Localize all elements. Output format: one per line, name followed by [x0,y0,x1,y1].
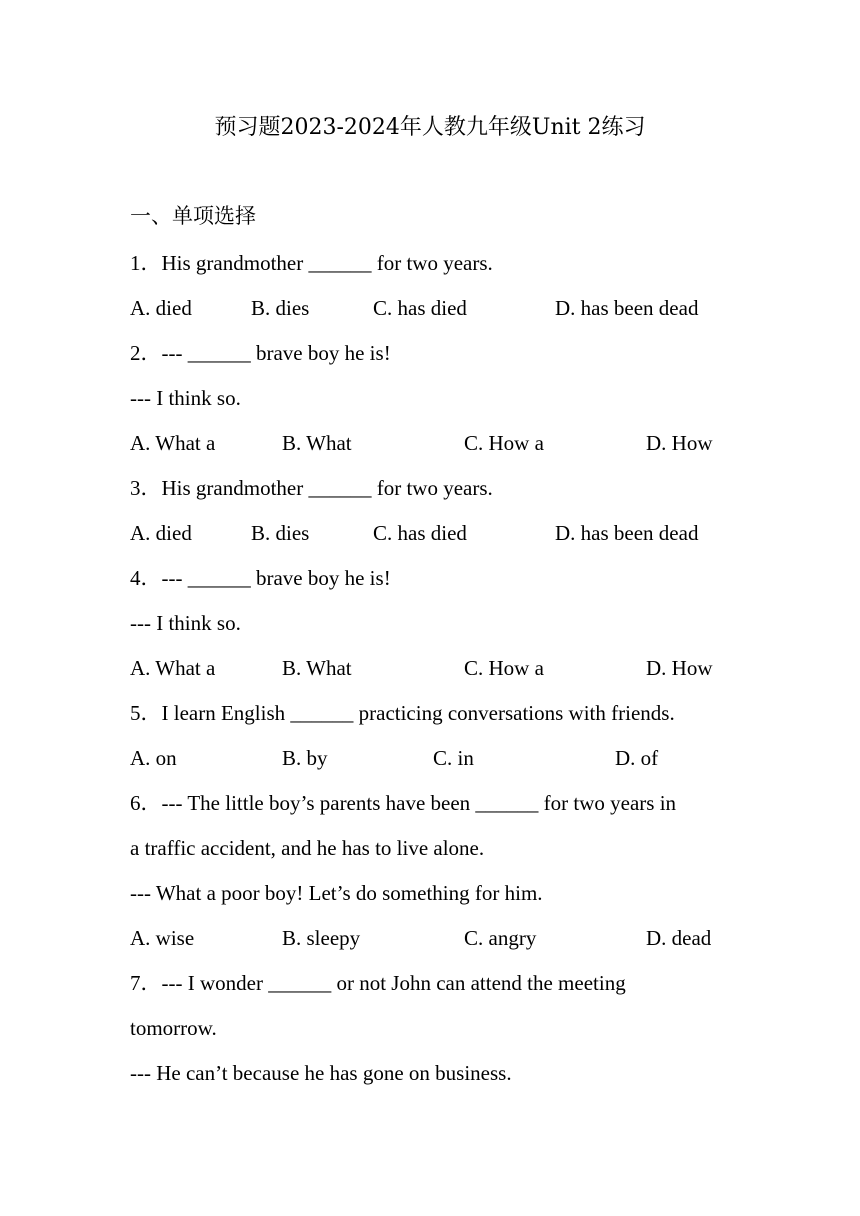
question-7-reply: --- He can’t because he has gone on business. [130,1061,512,1085]
option-b: B. dies [251,296,310,320]
option-a: A. What a [130,431,216,455]
question-6-stem-cont: a traffic accident, and he has to live alone. [130,836,485,860]
question-2-options [130,425,740,470]
question-4-stem: 4．--- ______ brave boy he is! [130,566,391,590]
option-c: C. has died [373,521,467,545]
option-d: D. has been dead [555,296,699,320]
option-c: C. angry [464,926,537,950]
page-title: 预习题2023-2024年人教九年级Unit 2练习 [214,115,646,140]
question-2-stem: 2．--- ______ brave boy he is! [130,341,391,365]
question-1-options [130,290,740,335]
question-4-options [130,650,740,695]
option-c: C. has died [373,296,467,320]
option-a: A. on [130,746,177,770]
option-d: D. of [615,746,659,770]
option-b: B. sleepy [282,926,361,950]
option-d: D. How [646,431,713,455]
question-6-reply: --- What a poor boy! Let’s do something for him. [130,881,543,905]
option-a: A. wise [130,926,195,950]
question-3-options [130,515,740,560]
question-3-stem: 3．His grandmother ______ for two years. [130,476,493,500]
question-6-stem: 6．--- The little boy’s parents have been ______ for two years in [130,791,677,815]
option-c: C. How a [464,656,544,680]
question-6-options [130,920,740,965]
question-5-options [130,740,740,785]
option-c: C. How a [464,431,544,455]
option-b: B. dies [251,521,310,545]
option-d: D. dead [646,926,712,950]
question-7-stem: 7．--- I wonder ______ or not John can attend the meeting [130,971,626,995]
option-a: A. died [130,296,192,320]
option-c: C. in [433,746,474,770]
question-list [130,245,740,1100]
section-heading: 一、单项选择 [130,204,256,228]
option-d: D. has been dead [555,521,699,545]
option-d: D. How [646,656,713,680]
option-b: B. What [282,656,352,680]
option-b: B. by [282,746,328,770]
question-5-stem: 5．I learn English ______ practicing conversations with friends. [130,701,675,725]
question-7-stem-cont: tomorrow. [130,1016,217,1040]
question-2-reply: --- I think so. [130,386,241,410]
option-a: A. What a [130,656,216,680]
question-4-reply: --- I think so. [130,611,241,635]
question-1-stem: 1．His grandmother ______ for two years. [130,251,493,275]
option-b: B. What [282,431,352,455]
option-a: A. died [130,521,192,545]
